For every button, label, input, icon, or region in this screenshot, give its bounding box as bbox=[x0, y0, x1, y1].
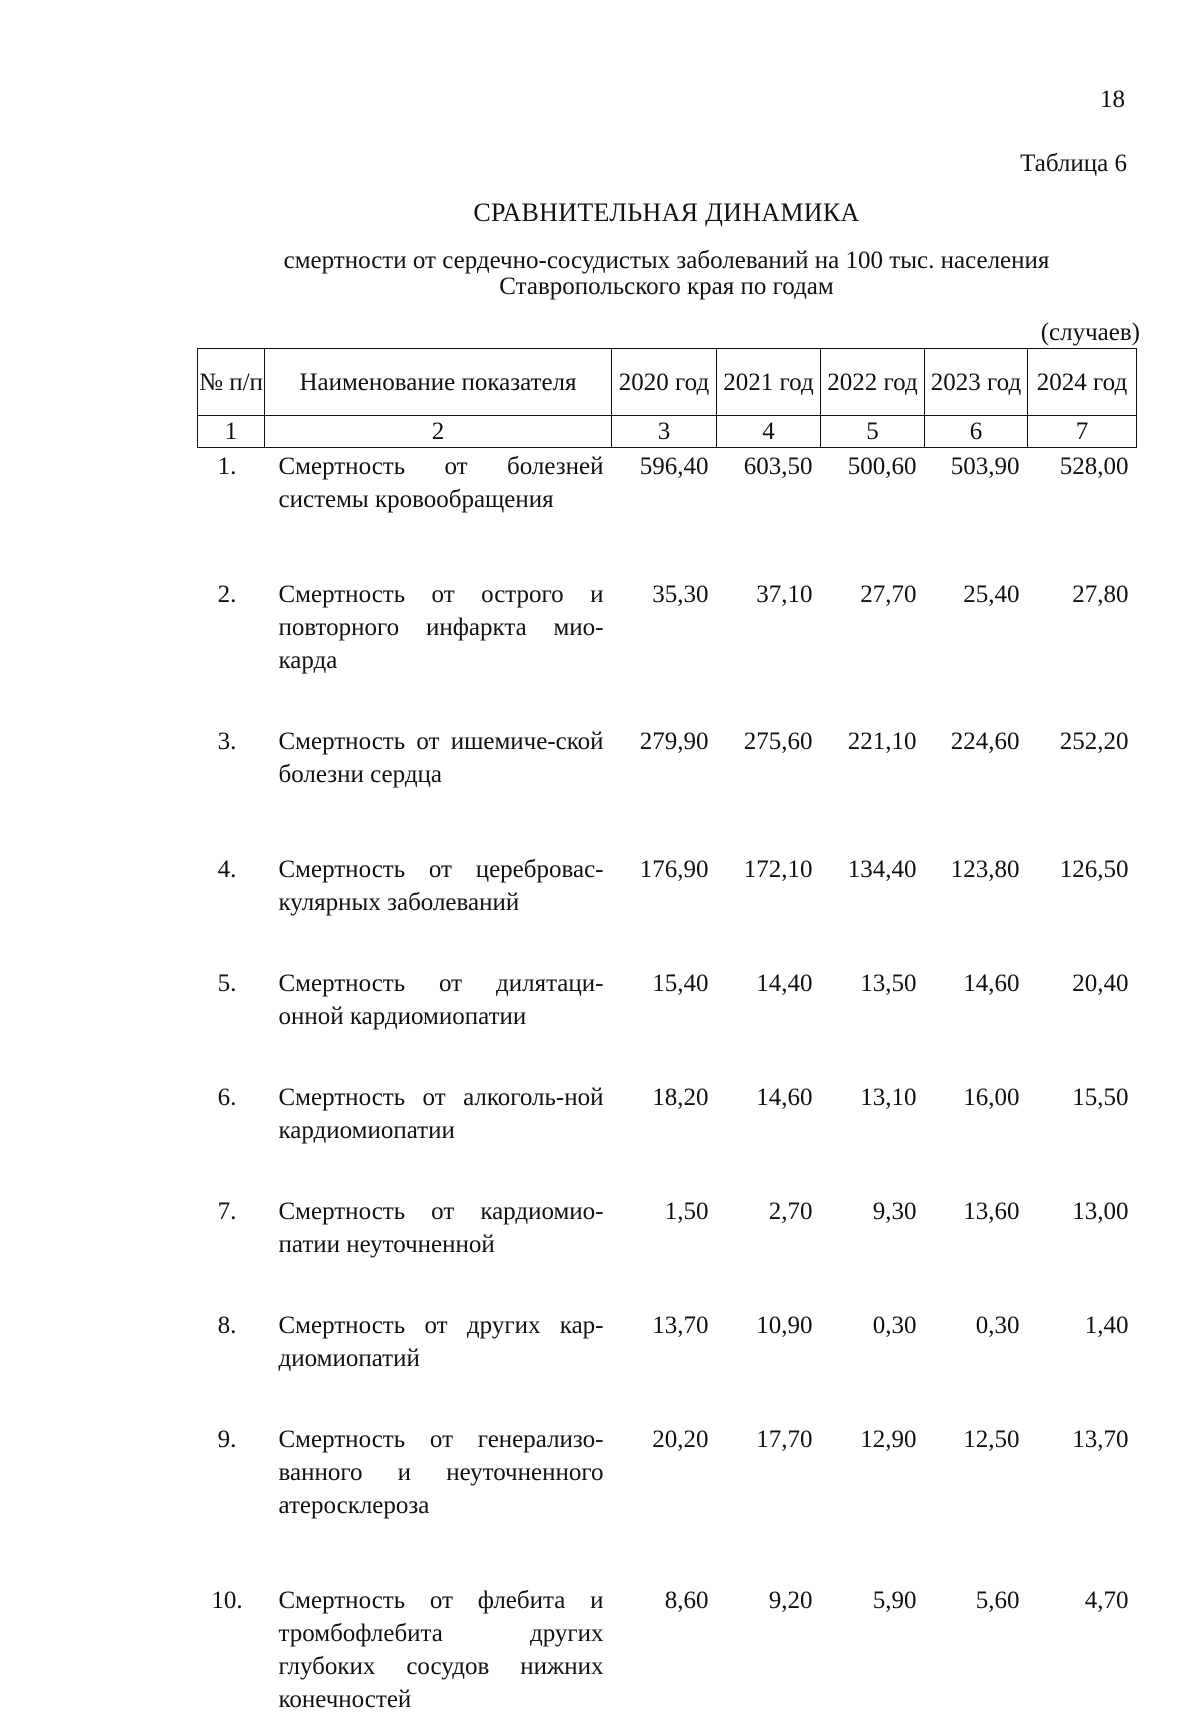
value-cell: 0,30 bbox=[821, 1307, 925, 1375]
value-cell: 0,30 bbox=[925, 1307, 1028, 1375]
header-year: 2023 год bbox=[925, 349, 1028, 416]
spacer-cell bbox=[198, 1033, 1137, 1079]
subtitle-line-1: смертности от сердечно-сосудистых заболеваний на 100 тыс. населения bbox=[0, 248, 1200, 274]
header-year: 2022 год bbox=[821, 349, 925, 416]
table-row bbox=[198, 723, 1137, 791]
table-row bbox=[198, 1421, 1137, 1522]
value-cell: 12,90 bbox=[821, 1421, 925, 1522]
document-subtitle bbox=[0, 248, 1200, 300]
value-cell: 15,50 bbox=[1028, 1079, 1137, 1147]
row-spacer bbox=[198, 1522, 1137, 1582]
value-cell: 1,50 bbox=[612, 1193, 717, 1261]
value-cell: 14,60 bbox=[717, 1079, 821, 1147]
value-cell: 27,70 bbox=[821, 576, 925, 677]
value-cell: 13,00 bbox=[1028, 1193, 1137, 1261]
value-cell: 13,60 bbox=[925, 1193, 1028, 1261]
table-body bbox=[198, 448, 1137, 1716]
row-number: 5. bbox=[198, 965, 265, 1033]
header-year: 2024 год bbox=[1028, 349, 1137, 416]
row-number: 2. bbox=[198, 576, 265, 677]
indicator-name: Смертность от генерализо-ванного и неуточненного атеросклероза bbox=[265, 1421, 612, 1522]
document-title: СРАВНИТЕЛЬНАЯ ДИНАМИКА bbox=[0, 198, 1200, 228]
value-cell: 5,60 bbox=[925, 1582, 1028, 1716]
table-row bbox=[198, 576, 1137, 677]
table-row bbox=[198, 448, 1137, 517]
value-cell: 20,40 bbox=[1028, 965, 1137, 1033]
value-cell: 14,40 bbox=[717, 965, 821, 1033]
page-number: 18 bbox=[1100, 86, 1125, 114]
column-number: 5 bbox=[821, 416, 925, 448]
indicator-name: Смертность от острого и повторного инфаркта мио-карда bbox=[265, 576, 612, 677]
row-spacer bbox=[198, 919, 1137, 965]
indicator-name: Смертность от болезней системы кровообращения bbox=[265, 448, 612, 517]
value-cell: 8,60 bbox=[612, 1582, 717, 1716]
column-number: 7 bbox=[1028, 416, 1137, 448]
value-cell: 172,10 bbox=[717, 851, 821, 919]
value-cell: 126,50 bbox=[1028, 851, 1137, 919]
row-spacer bbox=[198, 516, 1137, 576]
value-cell: 14,60 bbox=[925, 965, 1028, 1033]
value-cell: 13,70 bbox=[1028, 1421, 1137, 1522]
value-cell: 13,50 bbox=[821, 965, 925, 1033]
table-row bbox=[198, 851, 1137, 919]
row-number: 7. bbox=[198, 1193, 265, 1261]
column-number: 6 bbox=[925, 416, 1028, 448]
column-number: 1 bbox=[198, 416, 265, 448]
value-cell: 224,60 bbox=[925, 723, 1028, 791]
indicator-name: Смертность от кардиомио-патии неуточненной bbox=[265, 1193, 612, 1261]
column-number: 4 bbox=[717, 416, 821, 448]
value-cell: 17,70 bbox=[717, 1421, 821, 1522]
spacer-cell bbox=[198, 791, 1137, 851]
value-cell: 503,90 bbox=[925, 448, 1028, 517]
value-cell: 35,30 bbox=[612, 576, 717, 677]
spacer-cell bbox=[198, 516, 1137, 576]
units-label: (случаев) bbox=[1041, 319, 1140, 347]
row-spacer bbox=[198, 1261, 1137, 1307]
table-row bbox=[198, 1079, 1137, 1147]
value-cell: 16,00 bbox=[925, 1079, 1028, 1147]
spacer-cell bbox=[198, 677, 1137, 723]
value-cell: 596,40 bbox=[612, 448, 717, 517]
value-cell: 12,50 bbox=[925, 1421, 1028, 1522]
spacer-cell bbox=[198, 1522, 1137, 1582]
table-row bbox=[198, 1193, 1137, 1261]
row-number: 9. bbox=[198, 1421, 265, 1522]
header-name: Наименование показателя bbox=[265, 349, 612, 416]
table-row bbox=[198, 1582, 1137, 1716]
value-cell: 603,50 bbox=[717, 448, 821, 517]
row-spacer bbox=[198, 1375, 1137, 1421]
value-cell: 9,30 bbox=[821, 1193, 925, 1261]
value-cell: 221,10 bbox=[821, 723, 925, 791]
spacer-cell bbox=[198, 1375, 1137, 1421]
value-cell: 123,80 bbox=[925, 851, 1028, 919]
indicator-name: Смертность от других кар-диомиопатий bbox=[265, 1307, 612, 1375]
value-cell: 2,70 bbox=[717, 1193, 821, 1261]
row-spacer bbox=[198, 1033, 1137, 1079]
value-cell: 4,70 bbox=[1028, 1582, 1137, 1716]
row-spacer bbox=[198, 791, 1137, 851]
value-cell: 10,90 bbox=[717, 1307, 821, 1375]
value-cell: 279,90 bbox=[612, 723, 717, 791]
value-cell: 1,40 bbox=[1028, 1307, 1137, 1375]
value-cell: 13,70 bbox=[612, 1307, 717, 1375]
value-cell: 37,10 bbox=[717, 576, 821, 677]
mortality-table bbox=[197, 348, 1137, 1716]
header-year: 2021 год bbox=[717, 349, 821, 416]
table-header-row bbox=[198, 349, 1137, 416]
column-number: 2 bbox=[265, 416, 612, 448]
value-cell: 500,60 bbox=[821, 448, 925, 517]
row-number: 10. bbox=[198, 1582, 265, 1716]
spacer-cell bbox=[198, 1147, 1137, 1193]
table-label: Таблица 6 bbox=[1020, 150, 1127, 178]
value-cell: 9,20 bbox=[717, 1582, 821, 1716]
value-cell: 5,90 bbox=[821, 1582, 925, 1716]
column-number-row bbox=[198, 416, 1137, 448]
indicator-name: Смертность от алкоголь-ной кардиомиопатии bbox=[265, 1079, 612, 1147]
column-number: 3 bbox=[612, 416, 717, 448]
table-row bbox=[198, 1307, 1137, 1375]
subtitle-line-2: Ставропольского края по годам bbox=[0, 274, 1200, 300]
row-number: 3. bbox=[198, 723, 265, 791]
value-cell: 27,80 bbox=[1028, 576, 1137, 677]
value-cell: 252,20 bbox=[1028, 723, 1137, 791]
value-cell: 134,40 bbox=[821, 851, 925, 919]
header-year: 2020 год bbox=[612, 349, 717, 416]
row-spacer bbox=[198, 1147, 1137, 1193]
value-cell: 176,90 bbox=[612, 851, 717, 919]
value-cell: 15,40 bbox=[612, 965, 717, 1033]
value-cell: 25,40 bbox=[925, 576, 1028, 677]
indicator-name: Смертность от ишемиче-ской болезни сердца bbox=[265, 723, 612, 791]
spacer-cell bbox=[198, 919, 1137, 965]
value-cell: 528,00 bbox=[1028, 448, 1137, 517]
table-row bbox=[198, 965, 1137, 1033]
indicator-name: Смертность от флебита и тромбофлебита других глубоких сосудов нижних конечностей bbox=[265, 1582, 612, 1716]
value-cell: 13,10 bbox=[821, 1079, 925, 1147]
row-number: 8. bbox=[198, 1307, 265, 1375]
indicator-name: Смертность от дилятаци-онной кардиомиопатии bbox=[265, 965, 612, 1033]
value-cell: 20,20 bbox=[612, 1421, 717, 1522]
row-number: 1. bbox=[198, 448, 265, 517]
indicator-name: Смертность от цереброваc-кулярных заболеваний bbox=[265, 851, 612, 919]
header-no: № п/п bbox=[198, 349, 265, 416]
row-number: 6. bbox=[198, 1079, 265, 1147]
row-number: 4. bbox=[198, 851, 265, 919]
row-spacer bbox=[198, 677, 1137, 723]
spacer-cell bbox=[198, 1261, 1137, 1307]
value-cell: 275,60 bbox=[717, 723, 821, 791]
value-cell: 18,20 bbox=[612, 1079, 717, 1147]
